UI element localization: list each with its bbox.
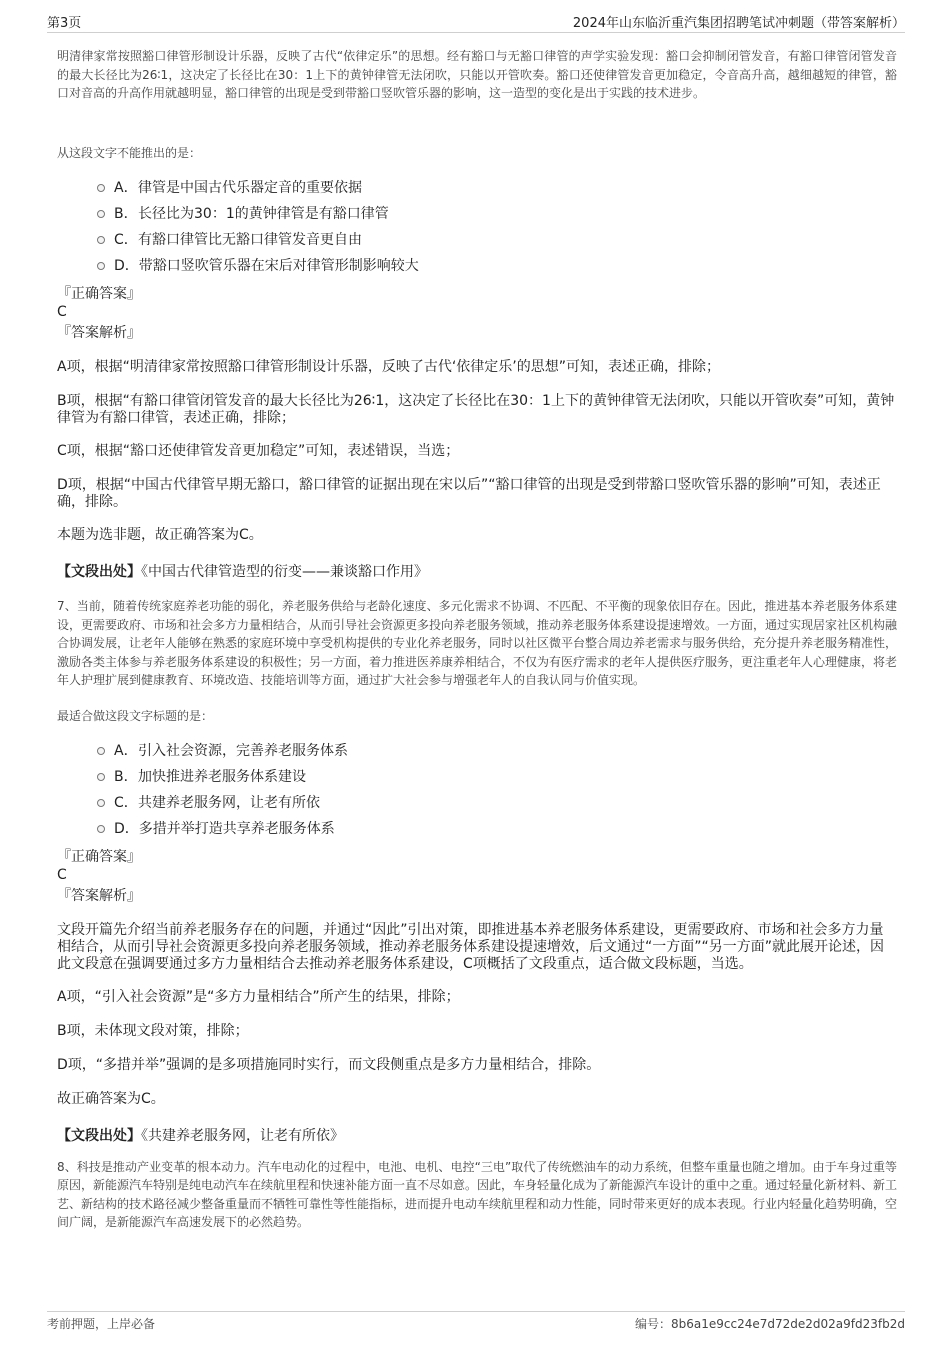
q6-option-c[interactable]: C．有豁口律管比无豁口律管发音更自由 (57, 227, 897, 253)
radio-icon[interactable] (97, 210, 105, 218)
q7-prompt: 最适合做这段文字标题的是： (57, 708, 214, 723)
q6-option-d[interactable]: D．带豁口竖吹管乐器在宋后对律管形制影响较大 (57, 253, 897, 279)
document-id: 编号：8b6a1e9cc24e7d72de2d02a9fd23fb2d (635, 1317, 905, 1331)
q6-options (57, 175, 897, 279)
q6-passage: 明清律家常按照豁口律管形制设计乐器，反映了古代“依律定乐”的思想。经有豁口与无豁口律管的声学实验发现：豁口会抑制闭管发音，有豁口律管闭管发音的最大长径比为26∶1，这决定了长径比在30：1上下的黄钟律管无法闭吹，只能以开管吹奏。豁口还使律管发音更加稳定，令音高升高，越细越短的律管，豁口对音高的升高作用就越明显，豁口律管的出现是受到带豁口竖吹管乐器的影响，这一造型的变化是出于实践的技术进步。 (57, 49, 897, 100)
q6-analysis-d: D项，根据“中国古代律管早期无豁口，豁口律管的证据出现在宋以后”“豁口律管的出现是受到带豁口竖吹管乐器的影响”可知，表述正确，排除。 (57, 477, 881, 510)
q7-option-d[interactable]: D．多措并举打造共享养老服务体系 (57, 816, 897, 842)
q6-analysis-b: B项，根据“有豁口律管闭管发音的最大长径比为26∶1，这决定了长径比在30：1上下的黄钟律管无法闭吹，只能以开管吹奏”可知，黄钟律管为有豁口律管，表述正确，排除； (57, 393, 895, 426)
page-number: 第3页 (47, 16, 82, 31)
q7-answer: C (57, 866, 67, 883)
q6-analysis-a: A项，根据“明清律家常按照豁口律管形制设计乐器，反映了古代‘依律定乐’的思想”可知，表述正确，排除； (57, 359, 720, 375)
q7-passage: 7、当前，随着传统家庭养老功能的弱化，养老服务供给与老龄化速度、多元化需求不协调、不匹配、不平衡的现象依旧存在。因此，推进基本养老服务体系建设，更需要政府、市场和社会多方力量相结合，从而引导社会资源更多投向养老服务领域，推动养老服务体系建设提速增效。一方面，通过实现居家社区机构融合协调发展，让老年人能够在熟悉的家庭环境中享受机构提供的专业化养老服务，同时以社区微平台整合周边养老需求与服务供给，充分提升养老服务精准性，激励各类主体参与养老服务体系建设的积极性；另一方面，着力推进医养康养相结合，不仅为有医疗需求的老年人提供医疗服务，更注重老年人心理健康，将老年人护理扩展到健康教育、环境改造、技能培训等方面，通过扩大社会参与增强老年人的自我认同与价值实现。 (57, 599, 898, 687)
q7-analysis-a: A项，“引入社会资源”是“多方力量相结合”所产生的结果，排除； (57, 988, 460, 1005)
radio-icon[interactable] (97, 799, 105, 807)
q6-option-a[interactable]: A．律管是中国古代乐器定音的重要依据 (57, 175, 897, 201)
radio-icon[interactable] (97, 184, 105, 192)
q6-prompt: 从这段文字不能推出的是： (57, 146, 202, 160)
document-body (57, 47, 897, 1232)
page-footer (47, 1311, 905, 1334)
q7-analysis-main: 文段开篇先介绍当前养老服务存在的问题，并通过“因此”引出对策，即推进基本养老服务体系建设，更需要政府、市场和社会多方力量相结合，从而引导社会资源更多投向养老服务领域，推动养老服务体系建设提速增效，后文通过“一方面”“另一方面”就此展开论述，因此文段意在强调要通过多方力量相结合去推动养老服务体系建设，C项概括了文段重点，适合做文段标题，当选。 (57, 921, 885, 972)
radio-icon[interactable] (97, 747, 105, 755)
q7-conclusion: 故正确答案为C。 (57, 1090, 165, 1107)
page-header (47, 12, 905, 33)
q7-option-a[interactable]: A．引入社会资源，完善养老服务体系 (57, 738, 897, 764)
q6-option-b[interactable]: B．长径比为30：1的黄钟律管是有豁口律管 (57, 201, 897, 227)
q6-source: 【文段出处】《中国古代律管造型的衍变——兼谈豁口作用》 (57, 564, 428, 580)
q7-analysis-label: 『答案解析』 (57, 887, 141, 904)
q6-analysis-label: 『答案解析』 (57, 325, 141, 341)
q6-conclusion: 本题为选非题，故正确答案为C。 (57, 527, 263, 543)
q7-option-b[interactable]: B．加快推进养老服务体系建设 (57, 764, 897, 790)
document-title: 2024年山东临沂重汽集团招聘笔试冲刺题（带答案解析） (572, 16, 905, 31)
q6-analysis-c: C项，根据“豁口还使律管发音更加稳定”可知，表述错误，当选； (57, 443, 460, 459)
q7-analysis-d: D项，“多措并举”强调的是多项措施同时实行，而文段侧重点是多方力量相结合，排除。 (57, 1056, 601, 1073)
q8-passage: 8、科技是推动产业变革的根本动力。汽车电动化的过程中，电池、电机、电控“三电”取代了传统燃油车的动力系统，但整车重量也随之增加。由于车身过重等原因，新能源汽车特别是纯电动汽车在续航里程和快速补能方面一直不尽如意。因此，车身轻量化成为了新能源汽车设计的重中之重。通过轻量化新材料、新工艺、新结构的技术路径减少整备重量而不牺牲可靠性等性能指标，进而提升电动车续航里程和动力性能，同时带来更好的成本表现。行业内轻量化趋势明确，空间广阔，是新能源汽车高速发展下的必然趋势。 (57, 1159, 898, 1229)
radio-icon[interactable] (97, 262, 105, 270)
radio-icon[interactable] (97, 773, 105, 781)
q7-analysis-b: B项，未体现文段对策，排除； (57, 1022, 249, 1039)
footer-slogan: 考前押题，上岸必备 (47, 1317, 156, 1331)
q7-answer-label: 『正确答案』 (57, 848, 141, 865)
q6-answer-label: 『正确答案』 (57, 286, 141, 302)
q7-options (57, 738, 897, 842)
q7-source: 【文段出处】《共建养老服务网，让老有所依》 (57, 1127, 344, 1144)
radio-icon[interactable] (97, 825, 105, 833)
q7-option-c[interactable]: C．共建养老服务网，让老有所依 (57, 790, 897, 816)
radio-icon[interactable] (97, 236, 105, 244)
q6-answer: C (57, 304, 67, 320)
